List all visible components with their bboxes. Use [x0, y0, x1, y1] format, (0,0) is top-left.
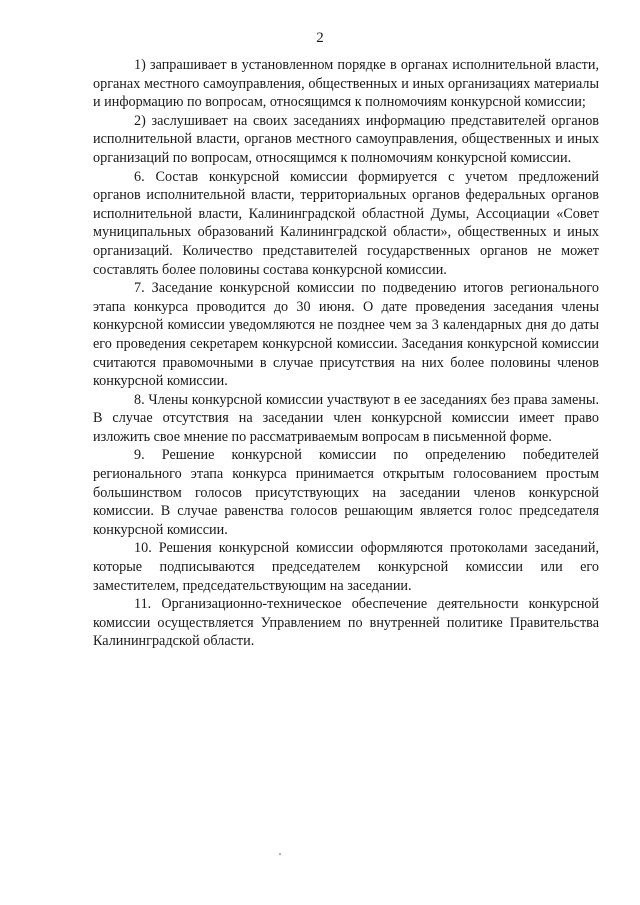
document-body	[93, 56, 599, 651]
page-number: 2	[316, 30, 324, 46]
paragraph-1: 1) запрашивает в установленном порядке в органах исполнительной власти, органах местного самоуправления, общественных и иных организациях материалы и информацию по вопросам, относящимся к полномочиям конкурсной комиссии;	[93, 57, 599, 111]
paragraph-8: 8. Члены конкурсной комиссии участвуют в ее заседаниях без права замены. В случае отсутствия на заседании член конкурсной комиссии имеет право изложить свое мнение по рассматриваемым вопросам в письменной форме.	[93, 391, 599, 445]
paragraph-9: 9. Решение конкурсной комиссии по определению победителей регионального этапа конкурса принимается открытым голосованием простым большинством голосов присутствующих на заседании членов конкурсной комиссии. В случае равенства голосов решающим является голос председателя конкурсной комиссии.	[93, 447, 599, 538]
scan-speck	[279, 853, 281, 855]
paragraph-2: 2) заслушивает на своих заседаниях информацию представителей органов исполнительной власти, органов местного самоуправления, общественных и иных организаций по вопросам, относящимся к полномочиям конкурсной комиссии.	[93, 112, 599, 166]
paragraph-11: 11. Организационно-техническое обеспечение деятельности конкурсной комиссии осуществляется Управлением по внутренней политике Правительства Калининградской области.	[93, 596, 599, 650]
paragraph-7: 7. Заседание конкурсной комиссии по подведению итогов регионального этапа конкурса проводится до 30 июня. О дате проведения заседания члены конкурсной комиссии уведомляются не позднее чем за 3 календарных дня до даты его проведения секретарем конкурсной комиссии. Заседания конкурсной комиссии считаются правомочными в случае присутствия на них более половины членов конкурсной комиссии.	[93, 280, 599, 390]
paragraph-10: 10. Решения конкурсной комиссии оформляются протоколами заседаний, которые подписываются председателем конкурсной комиссии или его заместителем, председательствующим на заседании.	[93, 540, 599, 594]
paragraph-6: 6. Состав конкурсной комиссии формируется с учетом предложений органов исполнительной власти, территориальных органов федеральных органов исполнительной власти, Калининградской областной Думы, Ассоциации «Совет муниципальных образований Калининградской области», общественных и иных организаций. Количество представителей государственных органов не может составлять более половины состава конкурсной комиссии.	[93, 168, 599, 278]
